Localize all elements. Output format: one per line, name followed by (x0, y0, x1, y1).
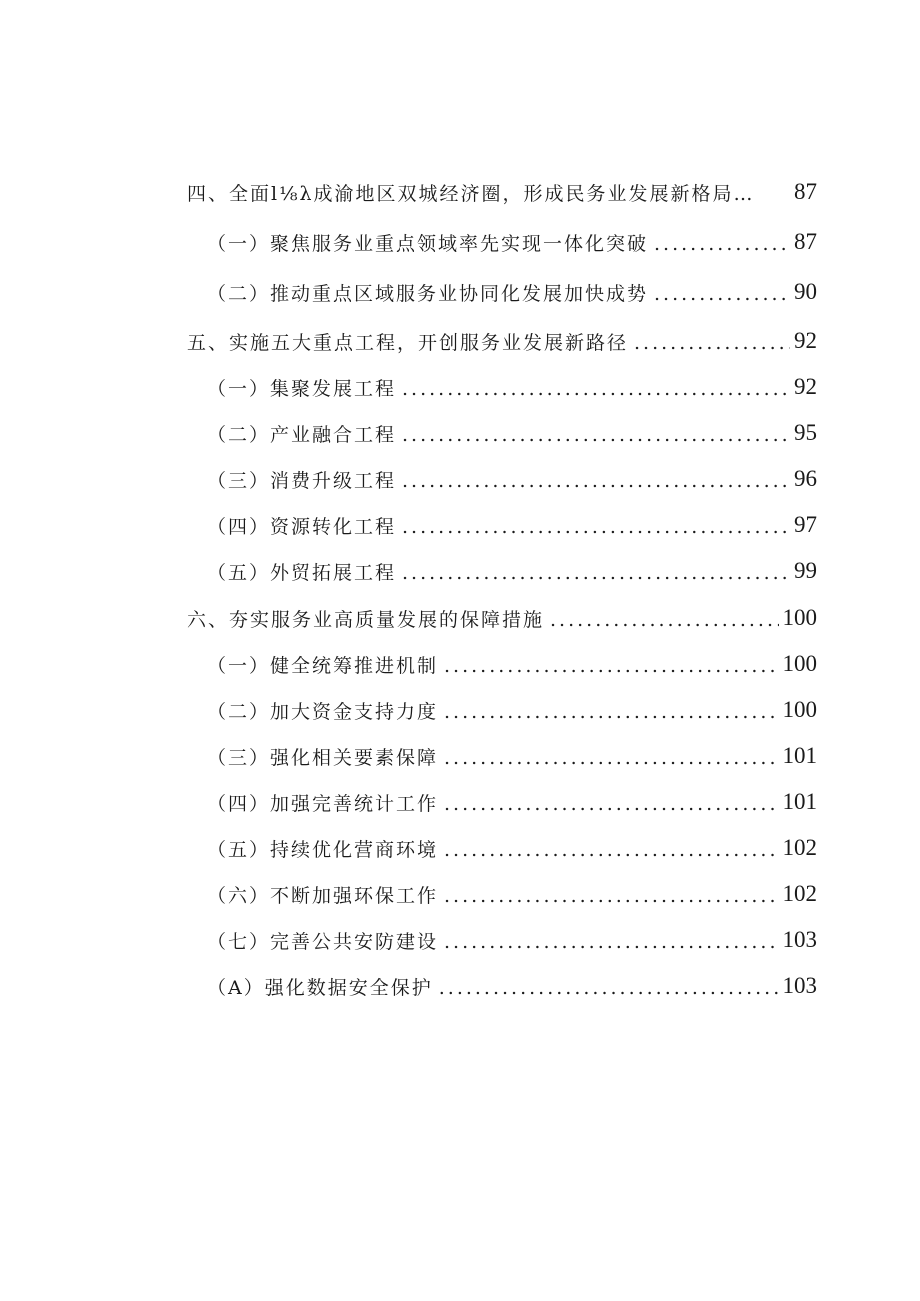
toc-entry-title: （A）强化数据安全保护 (207, 976, 433, 999)
toc-entry (187, 598, 817, 638)
dot-leader (634, 334, 790, 353)
dot-leader (439, 979, 779, 998)
toc-page-number: 103 (782, 927, 817, 952)
dot-leader (550, 611, 778, 630)
toc-page-number: 99 (794, 558, 817, 583)
dot-leader (444, 749, 778, 768)
toc-entry (207, 782, 817, 822)
toc-entry-title: （三）消费升级工程 (207, 469, 397, 492)
dot-leader (402, 380, 790, 399)
toc-page-number: 102 (782, 881, 817, 906)
toc-entry (207, 874, 817, 914)
toc-entry (207, 828, 817, 868)
toc-entry-title: （四）加强完善统计工作 (207, 792, 439, 815)
toc-entry-title: （二）加大资金支持力度 (207, 700, 439, 723)
toc-entry-title: （一）健全统筹推进机制 (207, 654, 439, 677)
toc-entry (207, 505, 817, 545)
dot-leader (402, 564, 790, 583)
toc-entry (207, 920, 817, 960)
toc-entry-title: 四、全面l⅛λ成渝地区双城经济圈，形成民务业发展新格局… (187, 182, 755, 205)
dot-leader (444, 657, 778, 676)
dot-leader (444, 933, 778, 952)
toc-page-number: 102 (782, 835, 817, 860)
toc-entry (187, 321, 817, 361)
toc-page-number: 90 (794, 279, 817, 304)
toc-entry (207, 413, 817, 453)
toc-entry-title: （二）产业融合工程 (207, 423, 397, 446)
toc-entry-title: 五、实施五大重点工程，开创服务业发展新路径 (187, 331, 629, 354)
toc-page-number: 100 (782, 651, 817, 676)
toc-page-number: 92 (794, 374, 817, 399)
toc-entry-title: 六、夯实服务业高质量发展的保障措施 (187, 608, 545, 631)
toc-entry (207, 222, 817, 262)
toc-page-number: 101 (782, 743, 817, 768)
dot-leader (654, 235, 790, 254)
toc-page-number: 103 (782, 973, 817, 998)
toc-page-number: 100 (782, 605, 817, 630)
toc-entry-title: （七）完善公共安防建设 (207, 930, 439, 953)
toc-entry (207, 690, 817, 730)
toc-entry-title: （一）聚焦服务业重点领域率先实现一体化突破 (207, 232, 649, 255)
toc-entry-title: （五）外贸拓展工程 (207, 561, 397, 584)
toc-page-number: 87 (794, 229, 817, 254)
toc-entry (207, 736, 817, 776)
toc-entry (207, 966, 817, 1006)
toc-entry-title: （二）推动重点区域服务业协同化发展加快成势 (207, 282, 649, 305)
toc-page-number: 100 (782, 697, 817, 722)
toc-entry (187, 172, 817, 212)
toc-page-number: 101 (782, 789, 817, 814)
dot-leader (444, 841, 778, 860)
dot-leader (444, 703, 778, 722)
toc-page-number: 96 (794, 466, 817, 491)
toc-entry (207, 367, 817, 407)
toc-page-number: 97 (794, 512, 817, 537)
toc-entry-title: （六）不断加强环保工作 (207, 884, 439, 907)
toc-page-number: 95 (794, 420, 817, 445)
dot-leader (654, 285, 790, 304)
toc-entry (207, 551, 817, 591)
toc-page-number: 92 (794, 328, 817, 353)
toc-entry-title: （三）强化相关要素保障 (207, 746, 439, 769)
dot-leader (444, 887, 778, 906)
toc-entry (207, 272, 817, 312)
toc-entry-title: （一）集聚发展工程 (207, 377, 397, 400)
dot-leader (402, 518, 790, 537)
toc-entry (207, 459, 817, 499)
toc-entry-title: （四）资源转化工程 (207, 515, 397, 538)
toc-page-number: 87 (794, 179, 817, 204)
toc-entry (207, 644, 817, 684)
dot-leader (402, 472, 790, 491)
toc-entry-title: （五）持续优化营商环境 (207, 838, 439, 861)
dot-leader (402, 426, 790, 445)
dot-leader (444, 795, 778, 814)
